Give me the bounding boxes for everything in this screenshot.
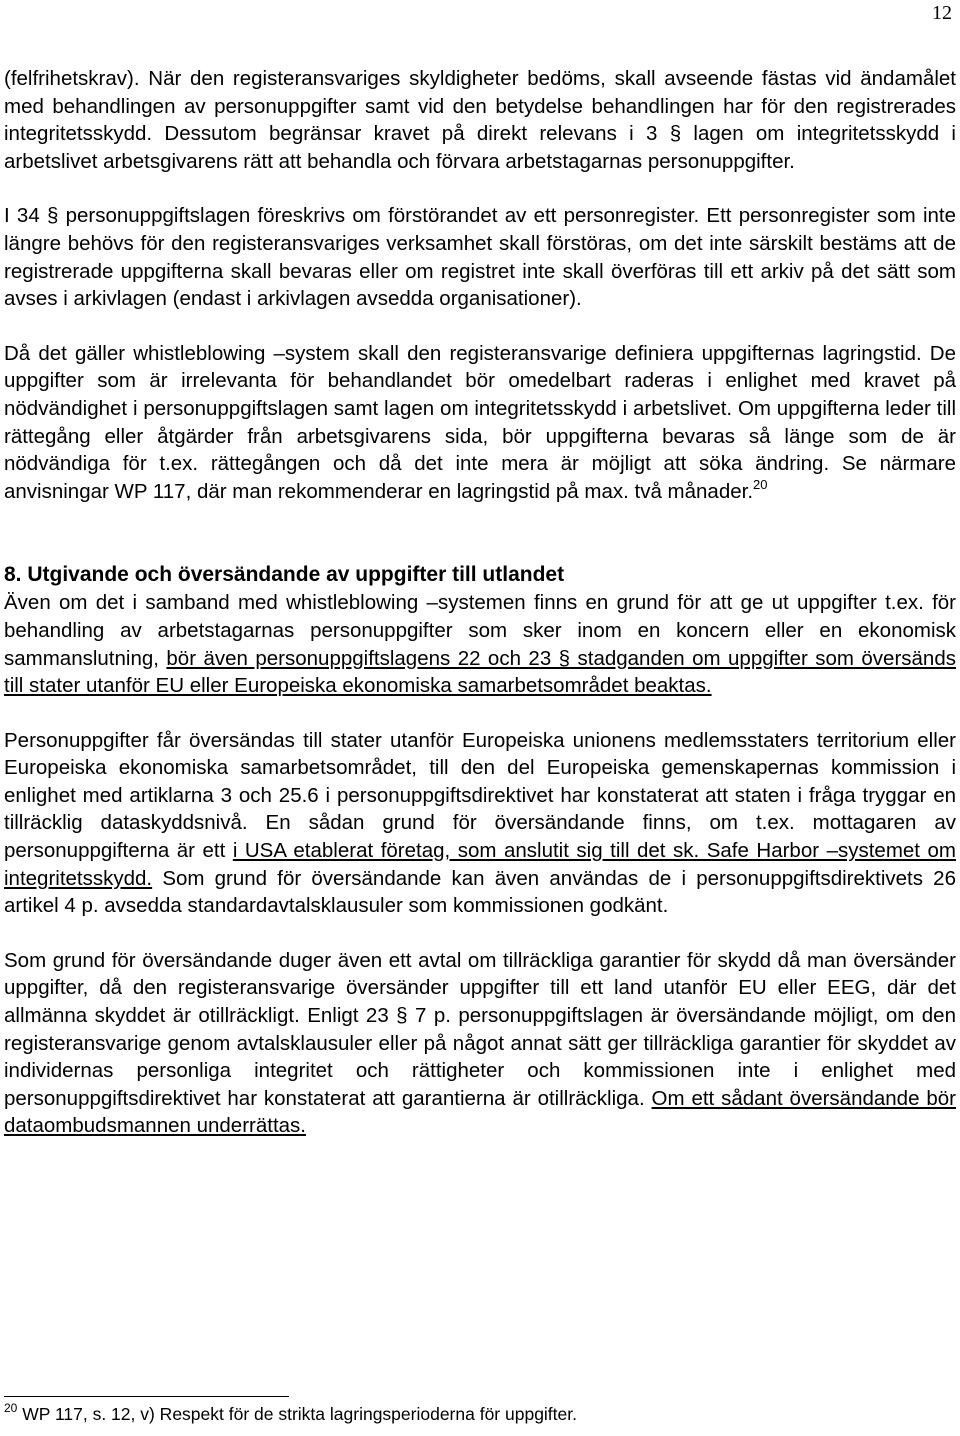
text-run: Även om det i samband med whistleblowing –systemen finns en grund för att ge ut uppgifter t.ex. för behandling av arbetstagarnas personuppgifter som sker inom en koncern eller en ekonomisk sammanslutning, [4,591,956,670]
text-run: Som grund för översändande duger även ett avtal om tillräckliga garantier för skydd då man översänder uppgifter, då den registeransvarige översänder uppgifter till ett land utanför EU eller EEG, där det allmänna skyddet är otillräckligt. Enligt 23 § 7 p. personuppgiftslagen är översändande möjligt, om den registeransvarige genom avtalsklausuler eller på något annat sätt ger tillräckliga garantier för skyddet av individernas personliga integritet och rättigheter och kommissionen inte i enlighet med personuppgiftsdirektivet har konstaterat att garantierna är otillräckliga. [4,948,956,1110]
paragraph-5 [4,727,956,920]
paragraph-3 [4,340,956,506]
text-run: (felfrihetskrav). När den registeransvariges skyldigheter bedöms, skall avseende fästas vid ändamålet med behandlingen av personuppgifter samt vid den betydelse behandlingen har för den registrerades integritetsskydd. Dessutom begränsar kravet på direkt relevans i 3 § lagen om integritetsskydd i arbetslivet arbetsgivarens rätt att behandla och förvara arbetstagarnas personuppgifter. [4,67,956,173]
footnote-text: WP 117, s. 12, v) Respekt för de strikta lagringsperioderna för uppgifter. [17,1404,577,1424]
text-run: Personuppgifter får översändas till stater utanför Europeiska unionens medlemsstaters territorium eller Europeiska ekonomiska samarbetsområdet, till den del Europeiska gemenskapernas kommission i enlighet med artiklarna 3 och 25.6 i personuppgiftsdirektivet har konstaterat att staten i fråga tryggar en tillräcklig dataskyddsnivå. En sådan grund för översändande finns, om t.ex. mottagaren av personuppgifterna är ett [4,728,956,863]
section-heading: 8. Utgivande och översändande av uppgifter till utlandet [4,563,565,587]
footnote-divider [4,1396,289,1397]
underlined-text: Om ett sådant översändande bör dataombudsmannen underrättas. [4,1086,956,1138]
paragraph-1 [4,65,956,175]
footnote-area [4,1396,956,1425]
text-run: Som grund för översändande kan även användas de i personuppgiftsdirektivets 26 artikel 4 p. avsedda standardavtalsklausuler som kommissionen godkänt. [4,866,956,918]
paragraph-4 [4,589,956,699]
underlined-text: i USA etablerat företag, som anslutit sig till det sk. Safe Harbor –systemet om integritetsskydd. [4,839,956,890]
paragraph-6 [4,947,956,1140]
page-number: 12 [932,2,952,24]
text-run: I 34 § personuppgiftslagen föreskrivs om förstörandet av ett personregister. Ett personregister som inte längre behövs för den registeransvariges verksamhet skall förstöras, om det inte särskilt bestäms att de registrerade uppgifterna skall bevaras eller om registret inte skall överföras till ett arkiv på det sätt som avses i arkivlagen (endast i arkivlagen avsedda organisationer). [4,204,956,311]
footnote-reference: 20 [753,476,768,492]
paragraph-2 [4,202,956,312]
page-body [4,65,956,1140]
footnote-number: 20 [4,1401,18,1415]
footnote [4,1403,956,1425]
text-run: Då det gäller whistleblowing –system skall den registeransvarige definiera uppgifternas lagringstid. De uppgifter som är irrelevanta för behandlandet bör omedelbart raderas i enlighet med kravet på nödvändighet i personuppgiftslagen samt lagen om integritetsskydd i arbetslivet. Om uppgifterna leder till rättegång eller åtgärder från arbetsgivarens sida, bör uppgifterna bevaras så länge som de är nödvändiga för t.ex. rättegången och då det inte mera är möjligt att söka ändring. Se närmare anvisningar WP 117, där man rekommenderar en lagringstid på max. två månader. [4,341,956,503]
underlined-text: bör även personuppgiftslagens 22 och 23 § stadganden om uppgifter som översänds till stater utanför EU eller Europeiska ekonomiska samarbetsområdet beaktas. [4,646,956,698]
